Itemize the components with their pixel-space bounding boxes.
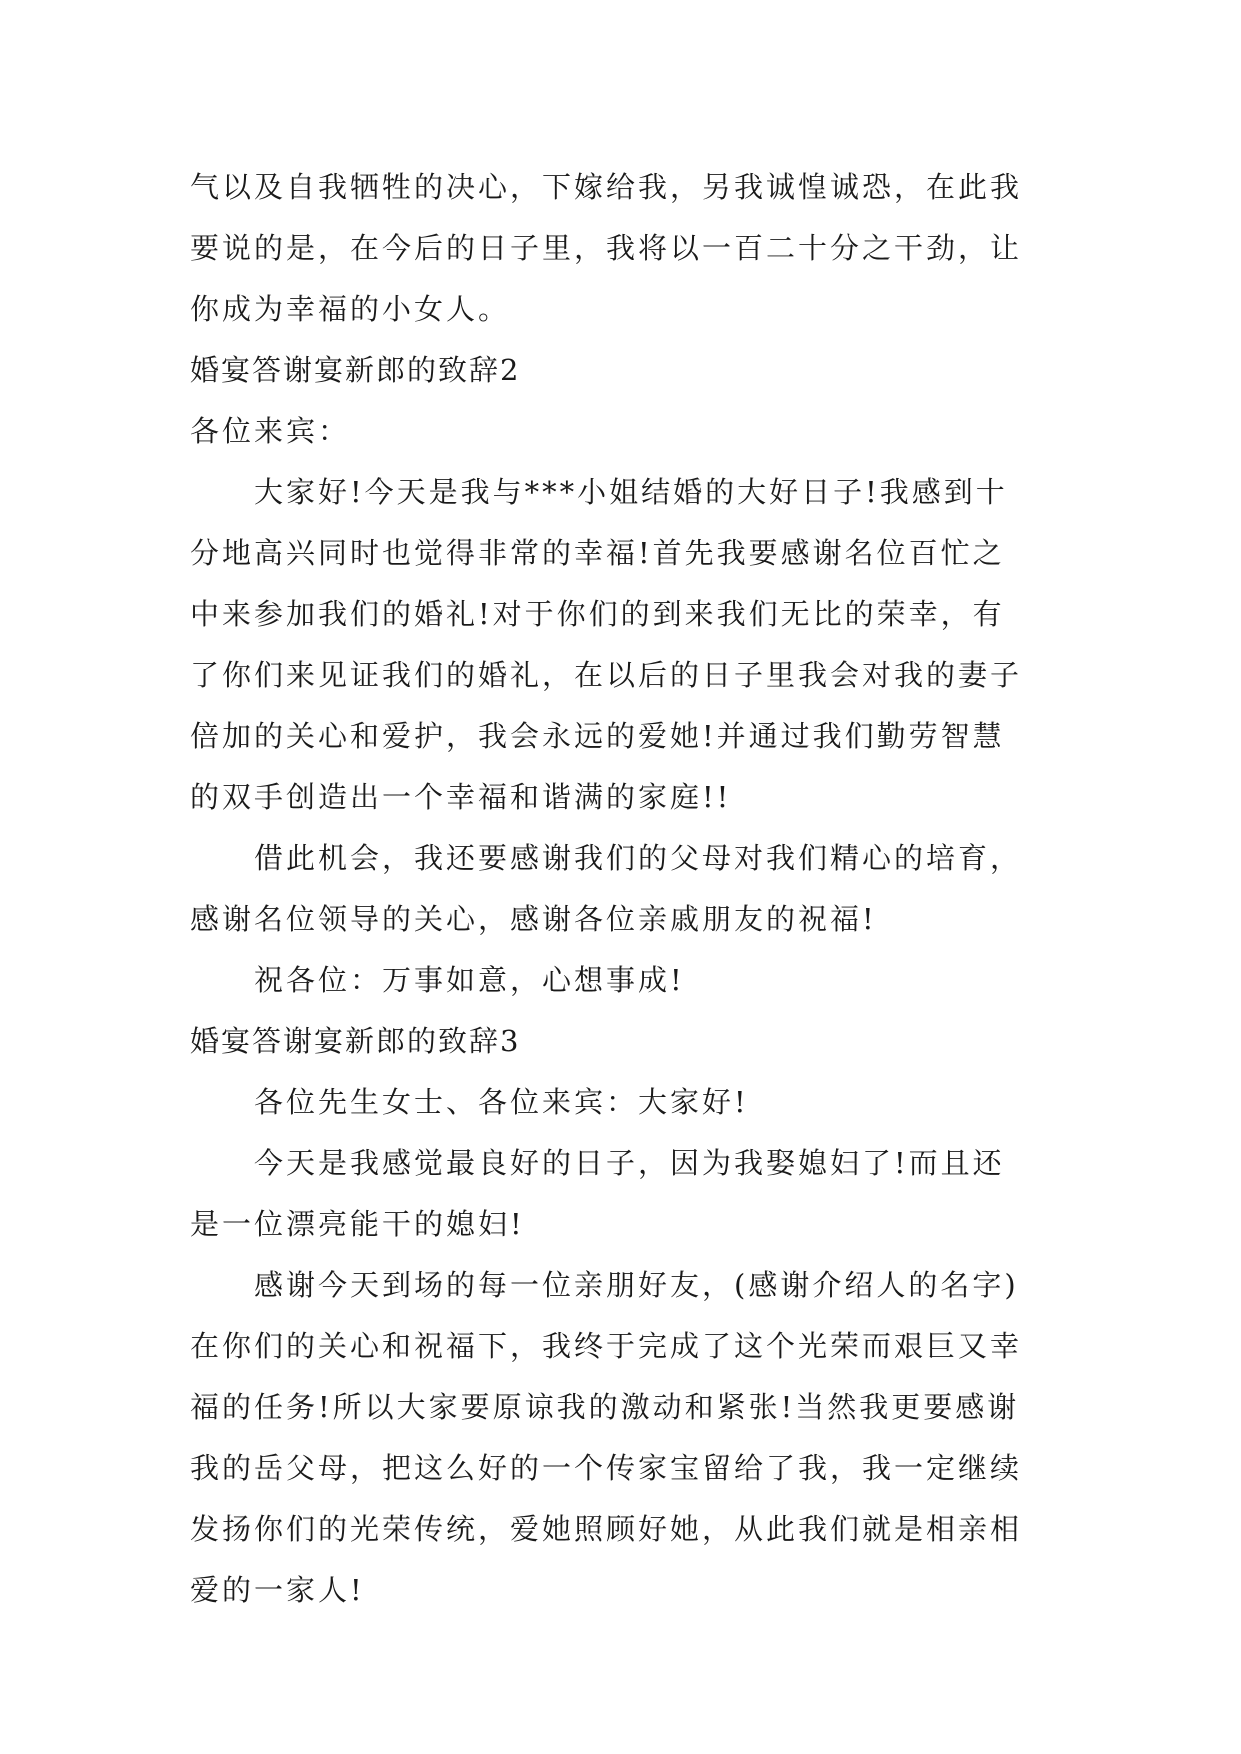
salutation-line: 各位来宾： — [190, 414, 351, 448]
paragraph-start-line: 借此机会，我还要感谢我们的父母对我们精心的培育， — [254, 841, 1023, 875]
paragraph-start-line: 今天是我感觉最良好的日子，因为我娶媳妇了!而且还 — [254, 1146, 1005, 1180]
text-line: 在你们的关心和祝福下，我终于完成了这个光荣而艰巨又幸 — [190, 1329, 1023, 1363]
text-line: 是一位漂亮能干的媳妇! — [190, 1207, 525, 1241]
paragraph-start-line: 各位先生女士、各位来宾：大家好! — [254, 1085, 749, 1119]
section-heading: 婚宴答谢宴新郎的致辞2 — [190, 353, 521, 387]
paragraph-start-line: 大家好!今天是我与***小姐结婚的大好日子!我感到十 — [254, 475, 1008, 509]
text-line: 中来参加我们的婚礼!对于你们的到来我们无比的荣幸，有 — [190, 597, 1005, 631]
text-line: 发扬你们的光荣传统，爱她照顾好她，从此我们就是相亲相 — [190, 1512, 1023, 1546]
text-line: 福的任务!所以大家要原谅我的激动和紧张!当然我更要感谢 — [190, 1390, 1020, 1424]
paragraph-start-line: 祝各位：万事如意，心想事成! — [254, 963, 685, 997]
paragraph-start-line: 感谢今天到场的每一位亲朋好友，(感谢介绍人的名字) — [254, 1268, 1019, 1302]
text-line: 气以及自我牺牲的决心，下嫁给我，另我诚惶诚恐，在此我 — [190, 170, 1023, 204]
text-line: 了你们来见证我们的婚礼，在以后的日子里我会对我的妻子 — [190, 658, 1023, 692]
text-line: 分地高兴同时也觉得非常的幸福!首先我要感谢名位百忙之 — [190, 536, 1005, 570]
section-heading: 婚宴答谢宴新郎的致辞3 — [190, 1024, 521, 1058]
text-line: 要说的是，在今后的日子里，我将以一百二十分之干劲，让 — [190, 231, 1023, 265]
text-line: 的双手创造出一个幸福和谐满的家庭!! — [190, 780, 732, 814]
text-line: 倍加的关心和爱护，我会永远的爱她!并通过我们勤劳智慧 — [190, 719, 1005, 753]
text-line: 我的岳父母，把这么好的一个传家宝留给了我，我一定继续 — [190, 1451, 1023, 1485]
text-line: 你成为幸福的小女人。 — [190, 292, 511, 326]
text-line: 爱的一家人! — [190, 1573, 365, 1607]
document-body — [190, 157, 1070, 1621]
text-line: 感谢名位领导的关心，感谢各位亲戚朋友的祝福! — [190, 902, 877, 936]
